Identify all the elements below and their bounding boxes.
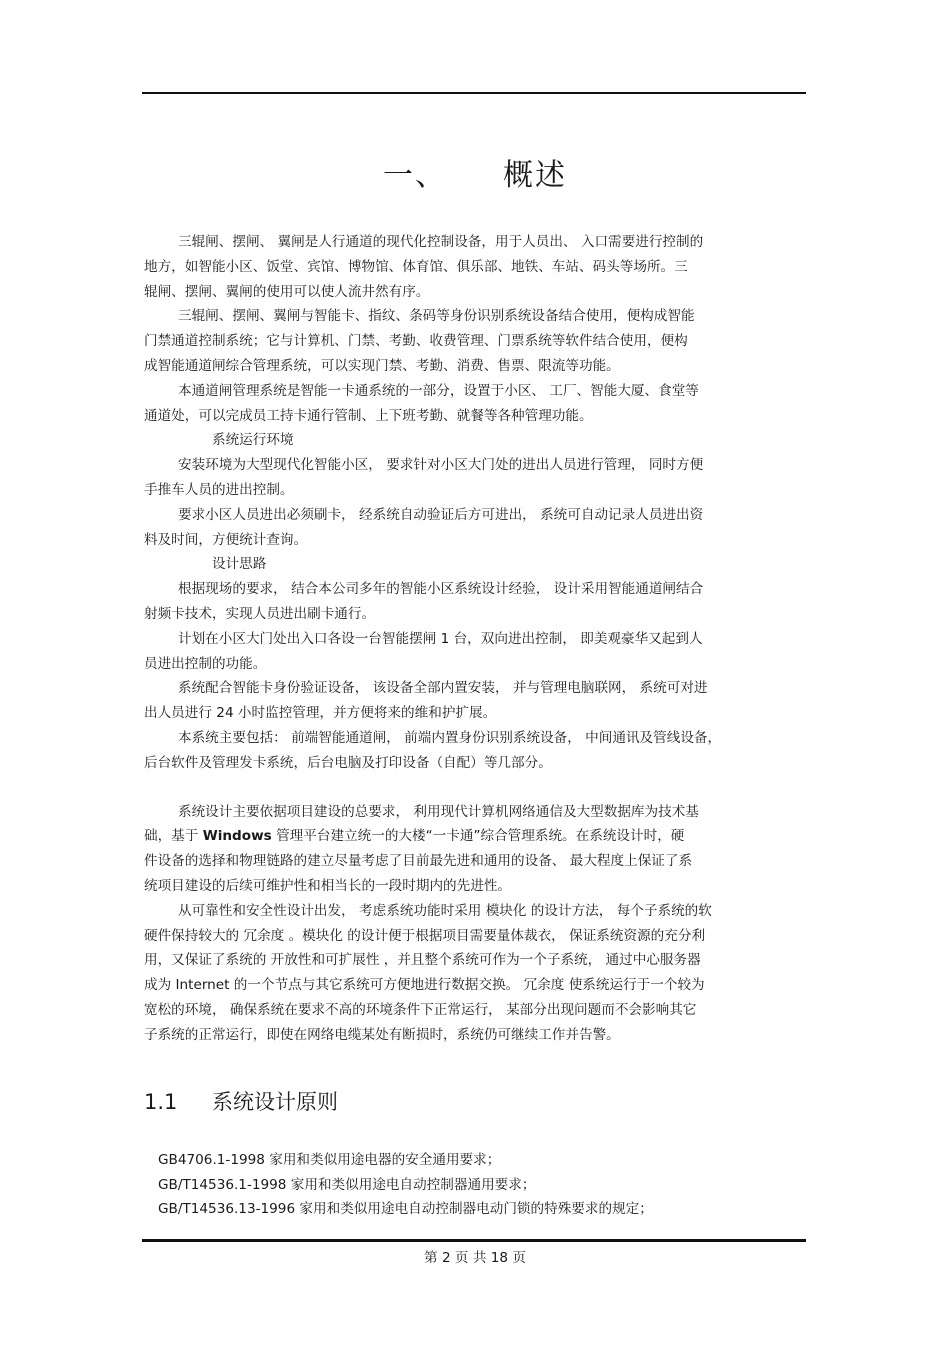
header-rule bbox=[142, 92, 806, 94]
body-line: 统项目建设的后续可维护性和相当长的一段时期内的先进性。 bbox=[144, 877, 512, 894]
body-line: 本系统主要包括： 前端智能通道闸， 前端内置身份识别系统设备， 中间通讯及管线设备， bbox=[178, 729, 722, 746]
body-line-bold-text: Windows bbox=[202, 828, 272, 845]
body-line: 子系统的正常运行，即使在网络电缆某处有断损时，系统仍可继续工作并告警。 bbox=[144, 1026, 620, 1043]
body-line: 成智能通道闸综合管理系统，可以实现门禁、考勤、消费、售票、限流等功能。 bbox=[144, 357, 620, 374]
body-line: 辊闸、摆闸、翼闸的使用可以使人流井然有序。 bbox=[144, 283, 430, 300]
footer-rule bbox=[142, 1239, 806, 1242]
body-line: 手推车人员的进出控制。 bbox=[144, 481, 294, 498]
body-line: 宽松的环境， 确保系统在要求不高的环境条件下正常运行， 某部分出现问题而不会影响其它 bbox=[144, 1001, 697, 1018]
body-line: 出人员进行 24 小时监控管理，并方便将来的维和护扩展。 bbox=[144, 705, 497, 722]
body-line: 从可靠性和安全性设计出发， 考虑系统功能时采用 模块化 的设计方法， 每个子系统的软 bbox=[178, 902, 712, 919]
standard-item: GB/T14536.1-1998 家用和类似用途电自动控制器通用要求； bbox=[158, 1176, 536, 1193]
body-line: 系统配合智能卡身份验证设备， 该设备全部内置安装， 并与管理电脑联网， 系统可对进 bbox=[178, 680, 708, 697]
body-line: 地方，如智能小区、饭堂、宾馆、博物馆、体育馆、俱乐部、地铁、车站、码头等场所。三 bbox=[144, 258, 688, 275]
body-line: 员进出控制的功能。 bbox=[144, 655, 267, 672]
body-line: 本通道闸管理系统是智能一卡通系统的一部分，设置于小区、 工厂、智能大厦、食堂等 bbox=[178, 382, 699, 399]
body-line: 通道处，可以完成员工持卡通行管制、上下班考勤、就餐等各种管理功能。 bbox=[144, 407, 593, 424]
section-number: 1.1 bbox=[144, 1090, 178, 1114]
body-line: 后台软件及管理发卡系统，后台电脑及打印设备（自配）等几部分。 bbox=[144, 754, 552, 771]
body-line: 设计思路 bbox=[212, 556, 267, 573]
body-line: 计划在小区大门处出入口各设一台智能摆闸 1 台，双向进出控制， 即美观豪华又起到人 bbox=[178, 630, 703, 647]
body-line: 三辊闸、摆闸、翼闸与智能卡、指纹、条码等身份识别系统设备结合使用，便构成智能 bbox=[178, 308, 695, 325]
body-line: 料及时间，方便统计查询。 bbox=[144, 531, 308, 548]
section-heading bbox=[144, 1086, 338, 1118]
blank-line bbox=[144, 776, 809, 800]
body-line-text: 管理平台建立统一的大楼“一卡通”综合管理系统。在系统设计时，硬 bbox=[271, 828, 685, 845]
page-footer: 第 2 页 共 18 页 bbox=[424, 1250, 526, 1266]
page-title bbox=[0, 152, 950, 200]
body-line-text: 础，基于 bbox=[144, 828, 203, 845]
standard-item: GB/T14536.13-1996 家用和类似用途电自动控制器电动门锁的特殊要求的规定； bbox=[158, 1201, 653, 1218]
body-text bbox=[144, 230, 809, 1048]
section-title: 系统设计原则 bbox=[212, 1090, 338, 1114]
page-title-number: 一、 bbox=[383, 158, 447, 193]
body-line: 成为 Internet 的一个节点与其它系统可方便地进行数据交换。 冗余度 使系统运行于一个较为 bbox=[144, 977, 705, 994]
body-line: 系统运行环境 bbox=[212, 432, 294, 449]
body-line: 要求小区人员进出必须刷卡， 经系统自动验证后方可进出， 系统可自动记录人员进出资 bbox=[178, 506, 704, 523]
body-line: 安装环境为大型现代化智能小区， 要求针对小区大门处的进出人员进行管理， 同时方便 bbox=[178, 457, 704, 474]
body-line: 射频卡技术，实现人员进出刷卡通行。 bbox=[144, 605, 376, 622]
body-line: 三辊闸、摆闸、 翼闸是人行通道的现代化控制设备，用于人员出、 入口需要进行控制的 bbox=[178, 234, 704, 250]
body-line: 系统设计主要依据项目建设的总要求， 利用现代计算机网络通信及大型数据库为技术基 bbox=[178, 803, 699, 820]
body-line: 件设备的选择和物理链路的建立尽量考虑了目前最先进和通用的设备、 最大程度上保证了系 bbox=[144, 853, 693, 870]
body-line: 门禁通道控制系统；它与计算机、门禁、考勤、收费管理、门票系统等软件结合使用，便构 bbox=[144, 333, 688, 350]
page-title-text: 概述 bbox=[503, 158, 567, 193]
body-line: 根据现场的要求， 结合本公司多年的智能小区系统设计经验， 设计采用智能通道闸结合 bbox=[178, 581, 704, 598]
standards-list bbox=[158, 1148, 653, 1222]
body-line: 硬件保持较大的 冗余度 。模块化 的设计便于根据项目需要量体裁衣， 保证系统资源的充分利 bbox=[144, 927, 706, 944]
standard-item: GB4706.1-1998 家用和类似用途电器的安全通用要求； bbox=[158, 1152, 501, 1168]
body-line: 用，又保证了系统的 开放性和可扩展性 ，并且整个系统可作为一个子系统， 通过中心服务器 bbox=[144, 952, 701, 969]
body-line bbox=[144, 824, 809, 849]
